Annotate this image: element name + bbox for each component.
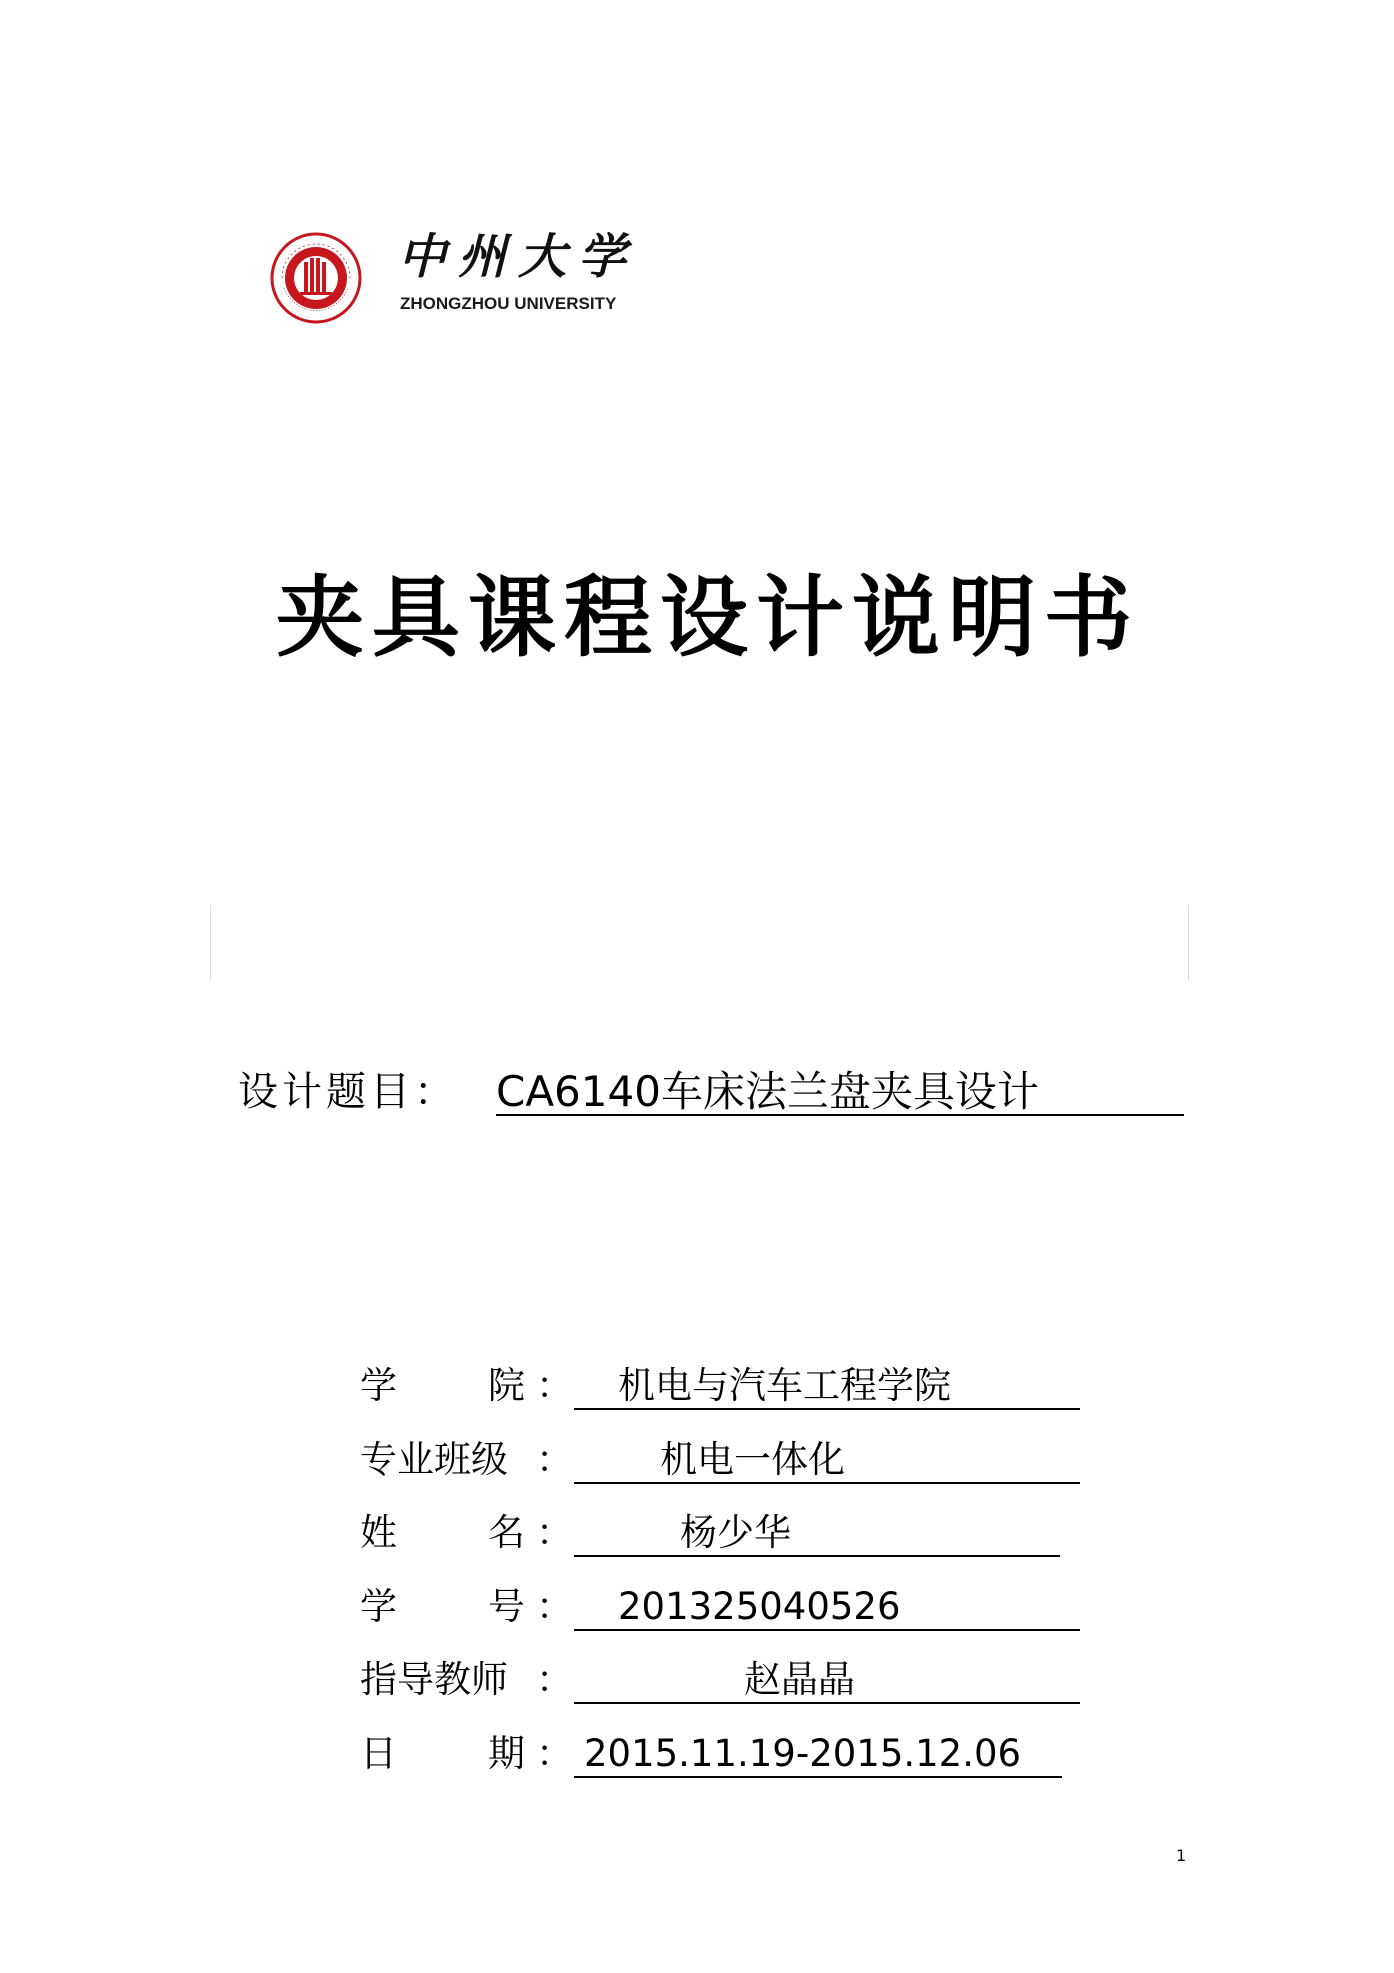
- info-row-college: [360, 1358, 1080, 1432]
- info-colon: ：: [536, 1364, 573, 1407]
- info-row-student-id: [360, 1579, 1080, 1653]
- info-colon: ：: [536, 1731, 573, 1775]
- info-value-name: 杨少华: [574, 1505, 1060, 1557]
- info-label: 日 期: [360, 1731, 525, 1775]
- info-colon: ：: [536, 1658, 573, 1701]
- info-value-college: 机电与汽车工程学院: [574, 1358, 1080, 1410]
- info-row-date: [360, 1726, 1080, 1800]
- university-logo: [270, 228, 639, 324]
- logo-english-name: ZHONGZHOU UNIVERSITY: [400, 294, 617, 313]
- student-info: [360, 1358, 1080, 1799]
- info-value-date: 2015.11.19-2015.12.06: [574, 1726, 1062, 1778]
- info-label: 学 号: [360, 1584, 525, 1628]
- divider-left: [210, 905, 211, 981]
- university-seal-icon: [270, 232, 362, 324]
- info-value-advisor: 赵晶晶: [574, 1652, 1080, 1704]
- info-label: 专业班级: [360, 1437, 508, 1481]
- info-colon: ：: [536, 1511, 573, 1554]
- info-label: 姓 名: [360, 1511, 525, 1554]
- topic-value-text: CA6140车床法兰盘夹具设计: [496, 1067, 1039, 1116]
- info-colon: ：: [536, 1584, 573, 1628]
- info-row-name: [360, 1505, 1080, 1579]
- info-row-advisor: [360, 1652, 1080, 1726]
- info-label: 指导教师: [360, 1658, 508, 1701]
- topic-value: [496, 1064, 1184, 1116]
- topic-label: 设计题目：: [238, 1069, 458, 1115]
- info-colon: ：: [536, 1437, 573, 1481]
- info-label: 学 院: [360, 1364, 525, 1407]
- logo-chinese-name: 中州大学: [398, 229, 639, 285]
- document-title: 夹具课程设计说明书: [276, 566, 1141, 669]
- info-row-class: [360, 1432, 1080, 1506]
- divider-right: [1188, 905, 1189, 981]
- info-value-class: 机电一体化: [574, 1432, 1080, 1484]
- design-topic: [238, 1064, 1188, 1120]
- page-number: 1: [1176, 1846, 1187, 1865]
- info-value-student-id: 201325040526: [574, 1579, 1080, 1631]
